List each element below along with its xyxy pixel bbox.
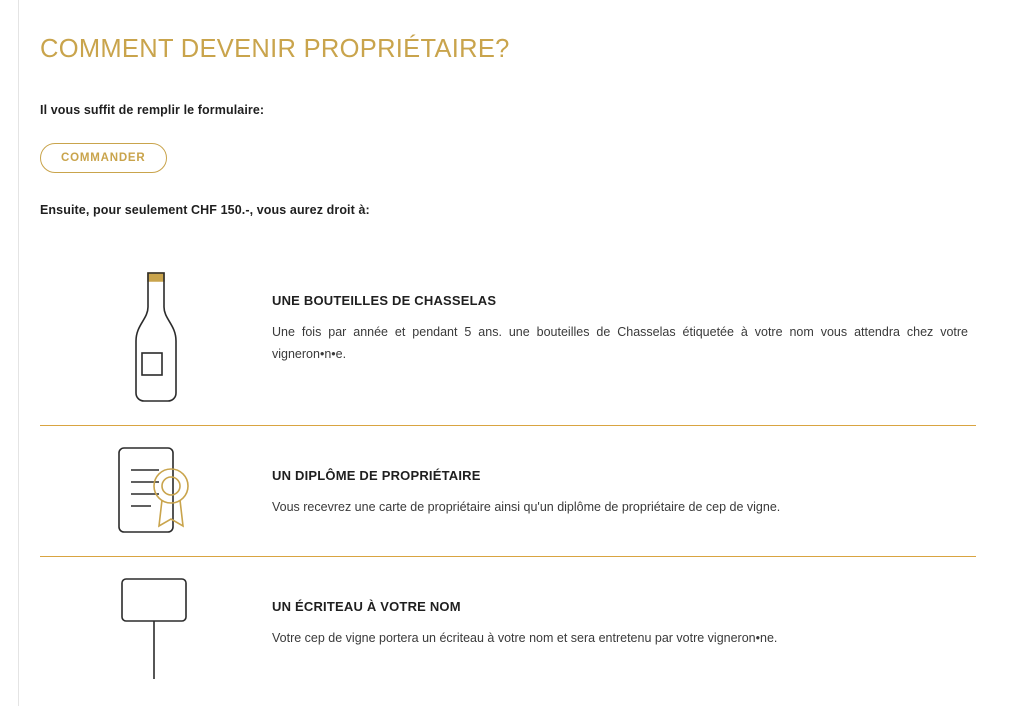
- benefit-body: Votre cep de vigne portera un écriteau à votre nom et sera entretenu par votre vigneron•ne.: [272, 631, 778, 646]
- benefit-text: [272, 265, 976, 366]
- list-item: [40, 251, 976, 425]
- benefit-body: Vous recevrez une carte de propriétaire ainsi qu'un diplôme de propriétaire de cep de vigne.: [272, 500, 781, 515]
- intro-text: Il vous suffit de remplir le formulaire:: [40, 102, 265, 117]
- list-item: [40, 557, 976, 701]
- diploma-certificate-icon: [113, 442, 199, 538]
- left-margin-rule: [18, 0, 19, 706]
- page-content: [40, 0, 976, 701]
- benefit-heading: UN ÉCRITEAU À VOTRE NOM: [272, 599, 461, 615]
- benefit-body: Une fois par année et pendant 5 ans. une bouteilles de Chasselas étiquetée à votre nom vous attendra chez votre vigneron•n•e.: [272, 325, 968, 361]
- wine-bottle-icon: [120, 267, 192, 407]
- price-text: Ensuite, pour seulement CHF 150.-, vous aurez droit à:: [40, 203, 370, 218]
- list-item: [40, 426, 976, 556]
- benefit-text: [272, 440, 976, 519]
- benefit-icon-wrapper: [40, 265, 272, 407]
- vineyard-sign-icon: [114, 573, 198, 683]
- benefit-icon-wrapper: [40, 571, 272, 683]
- benefits-list: [40, 251, 976, 701]
- benefit-icon-wrapper: [40, 440, 272, 538]
- benefit-text: [272, 571, 976, 650]
- benefit-heading: UNE BOUTEILLES DE CHASSELAS: [272, 293, 497, 309]
- page-title: COMMENT DEVENIR PROPRIÉTAIRE?: [40, 35, 510, 63]
- benefit-heading: UN DIPLÔME DE PROPRIÉTAIRE: [272, 468, 481, 484]
- order-button[interactable]: COMMANDER: [40, 143, 167, 174]
